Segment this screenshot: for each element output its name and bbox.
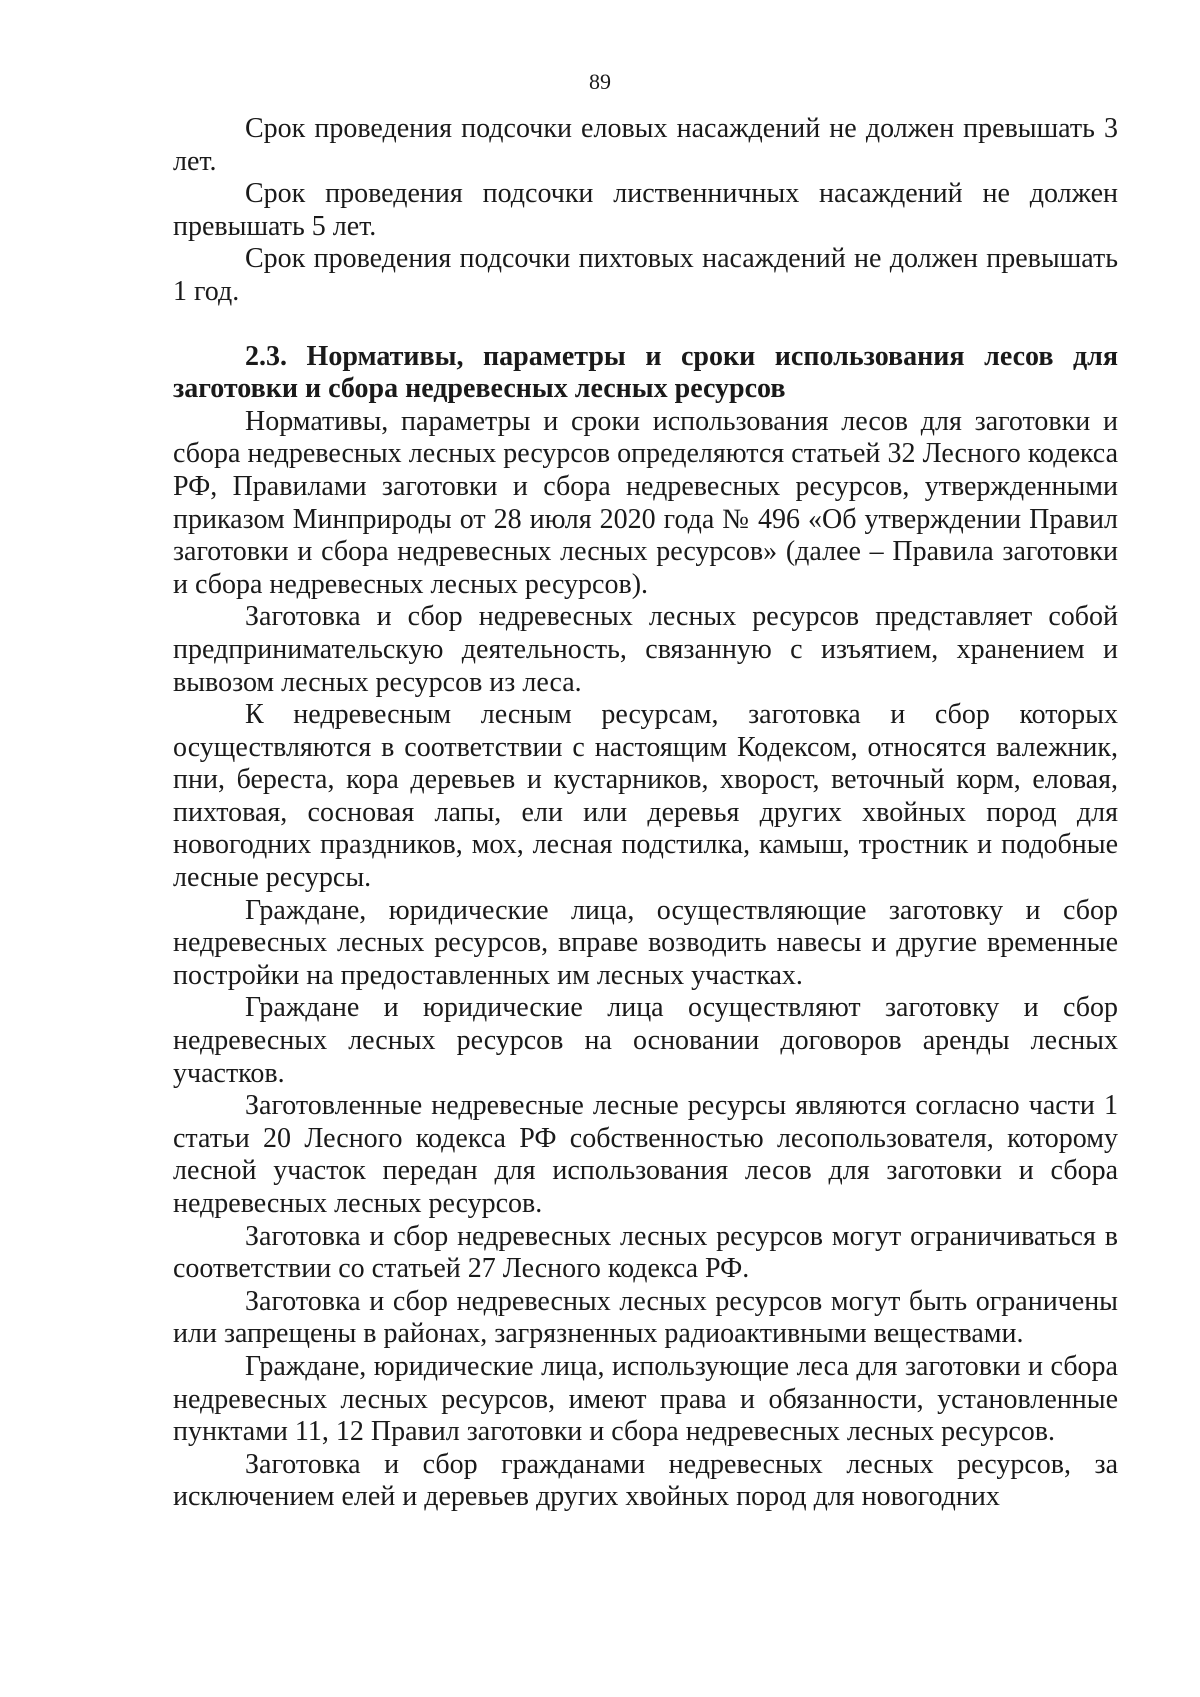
paragraph-citizens-harvesting: Заготовка и сбор гражданами недревесных лесных ресурсов, за исключением елей и деревьев других хвойных пород для новогодних — [173, 1448, 1118, 1513]
paragraph-fir-tapping: Срок проведения подсочки пихтовых насаждений не должен превышать 1 год. — [173, 243, 1118, 307]
paragraph-norms-defined: Нормативы, параметры и сроки использования лесов для заготовки и сбора недревесных лесных ресурсов определяются статьей 32 Лесного кодекса РФ, Правилами заготовки и сбора недревесных ресурсов, утвержденными приказом Минприроды от 28 июля 2020 года № 496 «Об утверждении Правил заготовки и сбора недревесных лесных ресурсов» (далее – Правила заготовки и сбора недревесных лесных ресурсов). — [173, 405, 1118, 600]
section-heading: 2.3. Нормативы, параметры и сроки использования лесов для заготовки и сбора недревесных лесных ресурсов — [173, 340, 1118, 405]
paragraph-temporary-structures: Граждане, юридические лица, осуществляющие заготовку и сбор недревесных лесных ресурсов, вправе возводить навесы и другие временные постройки на предоставленных им лесных участках. — [173, 894, 1118, 991]
paragraph-entrepreneurial-activity: Заготовка и сбор недревесных лесных ресурсов представляет собой предпринимательскую деятельность, связанную с изъятием, хранением и вывозом лесных ресурсов из леса. — [173, 601, 1118, 698]
paragraph-spruce-tapping: Срок проведения подсочки еловых насаждений не должен превышать 3 лет. — [173, 113, 1118, 177]
paragraph-radioactive-areas: Заготовка и сбор недревесных лесных ресурсов могут быть ограничены или запрещены в районах, загрязненных радиоактивными веществами. — [173, 1285, 1118, 1350]
paragraph-rights-obligations: Граждане, юридические лица, использующие леса для заготовки и сбора недревесных лесных ресурсов, имеют права и обязанности, установленные пунктами 11, 12 Правил заготовки и сбора недревесных лесных ресурсов. — [173, 1350, 1118, 1448]
paragraph-larch-tapping: Срок проведения подсочки лиственничных насаждений не должен превышать 5 лет. — [173, 178, 1118, 242]
paragraph-restrictions-article-27: Заготовка и сбор недревесных лесных ресурсов могут ограничиваться в соответствии со статьей 27 Лесного кодекса РФ. — [173, 1220, 1118, 1285]
paragraph-ownership: Заготовленные недревесные лесные ресурсы являются согласно части 1 статьи 20 Лесного кодекса РФ собственностью лесопользователя, которому лесной участок передан для использования лесов для заготовки и сбора недревесных лесных ресурсов. — [173, 1090, 1118, 1219]
paragraph-resource-list: К недревесным лесным ресурсам, заготовка и сбор которых осуществляются в соответствии с настоящим Кодексом, относятся валежник, пни, береста, кора деревьев и кустарников, хворост, веточный корм, еловая, пихтовая, сосновая лапы, ели или деревья других хвойных пород для новогодних праздников, мох, лесная подстилка, камыш, тростник и подобные лесные ресурсы. — [173, 699, 1118, 894]
document-body — [173, 113, 1118, 1514]
page-number: 89 — [589, 69, 611, 94]
paragraph-lease-agreements: Граждане и юридические лица осуществляют заготовку и сбор недревесных лесных ресурсов на основании договоров аренды лесных участков. — [173, 992, 1118, 1089]
